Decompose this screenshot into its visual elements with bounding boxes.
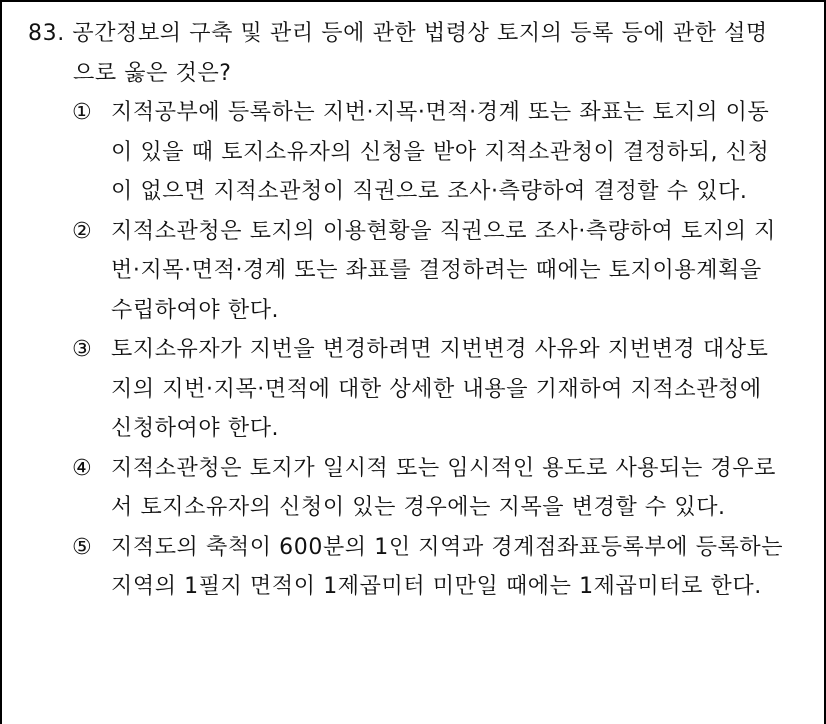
question-number: 83. (28, 21, 65, 46)
option-text: 토지소유자가 지번을 변경하려면 지번변경 사유와 지번변경 대상토지의 지번·지목·면적에 대한 상세한 내용을 기재하여 지적소관청에 신청하여야 한다. (111, 337, 769, 441)
option-3[interactable] (28, 330, 788, 449)
option-text: 지적공부에 등록하는 지번·지목·면적·경계 또는 좌표는 토지의 이동이 있을 때 토지소유자의 신청을 받아 지적소관청이 결정하되, 신청이 없으면 지적소관청이 직권으로 조사·측량하여 결정할 수 있다. (111, 100, 770, 204)
option-marker: ② (72, 218, 93, 244)
option-marker: ④ (72, 455, 93, 481)
option-4[interactable] (28, 449, 788, 528)
option-marker: ① (72, 100, 93, 125)
option-text: 지적소관청은 토지의 이용현황을 직권으로 조사·측량하여 토지의 지번·지목·면적·경계 또는 좌표를 결정하려는 때에는 토지이용계획을 수립하여야 한다. (111, 218, 777, 323)
question-stem (28, 14, 788, 93)
question-text: 공간정보의 구축 및 관리 등에 관한 법령상 토지의 등록 등에 관한 설명으로 옳은 것은? (72, 21, 768, 86)
option-text: 지적소관청은 토지가 일시적 또는 임시적인 용도로 사용되는 경우로서 토지소유자의 신청이 있는 경우에는 지목을 변경할 수 있다. (111, 455, 777, 520)
option-2[interactable] (28, 212, 788, 331)
option-5[interactable] (28, 528, 788, 607)
option-1[interactable] (28, 93, 788, 212)
option-text: 지적도의 축척이 600분의 1인 지역과 경계점좌표등록부에 등록하는 지역의 1필지 면적이 1제곱미터 미만일 때에는 1제곱미터로 한다. (111, 534, 784, 599)
answer-options (28, 93, 788, 607)
exam-question (28, 14, 788, 607)
option-marker: ③ (72, 337, 93, 362)
option-marker: ⑤ (72, 534, 93, 560)
